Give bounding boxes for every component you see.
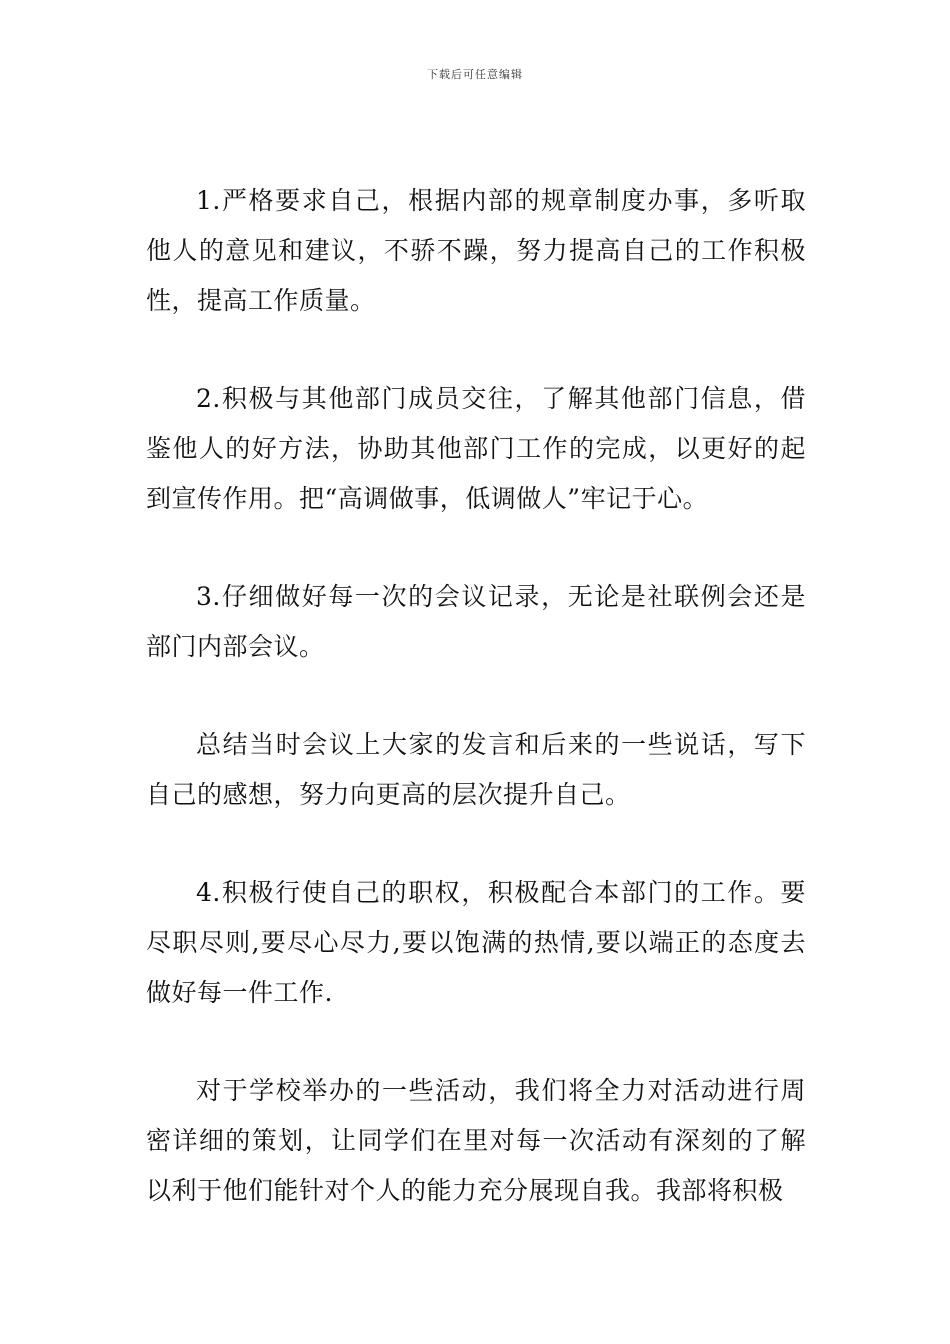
document-body xyxy=(146,176,806,1264)
paragraph-4: 总结当时会议上大家的发言和后来的一些说话，写下自己的感想，努力向更高的层次提升自己。 xyxy=(146,730,806,809)
paragraph-1: 1.严格要求自己，根据内部的规章制度办事，多听取他人的意见和建议，不骄不躁，努力提高自己的工作积极性，提高工作质量。 xyxy=(146,186,806,315)
paragraph-3: 3.仔细做好每一次的会议记录，无论是社联例会还是部门内部会议。 xyxy=(146,582,806,661)
page-header: 下载后可任意编辑 xyxy=(427,68,523,81)
paragraph-5: 4.积极行使自己的职权，积极配合本部门的工作。要尽职尽则,要尽心尽力,要以饱满的热情,要以端正的态度去做好每一件工作. xyxy=(146,878,806,1007)
paragraph-2: 2.积极与其他部门成员交往，了解其他部门信息，借鉴他人的好方法，协助其他部门工作的完成，以更好的起到宣传作用。把“高调做事，低调做人”牢记于心。 xyxy=(146,384,806,513)
paragraph-6: 对于学校举办的一些活动，我们将全力对活动进行周密详细的策划，让同学们在里对每一次活动有深刻的了解以利于他们能针对个人的能力充分展现自我。我部将积极 xyxy=(146,1076,806,1205)
